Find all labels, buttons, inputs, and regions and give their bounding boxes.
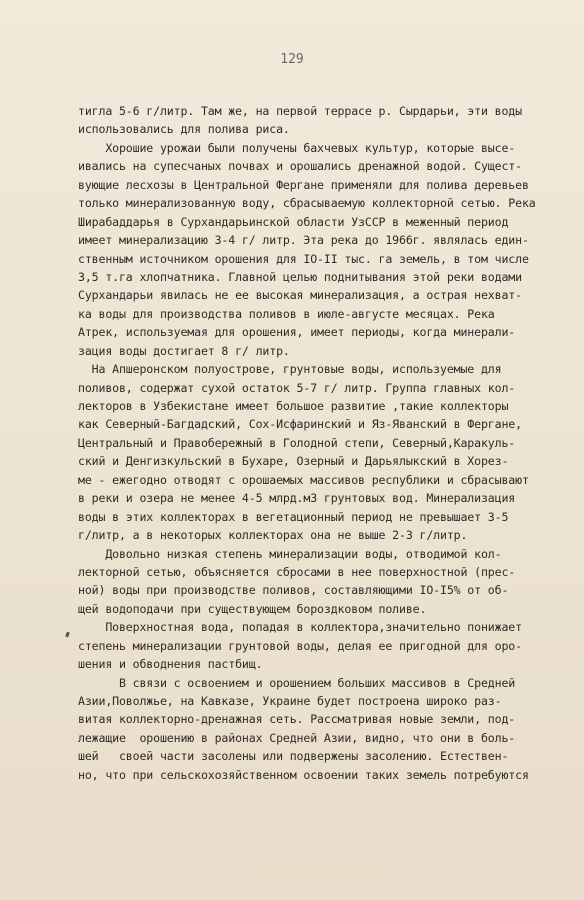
text-line: 3,5 т.га хлопчатника. Главной целью поднитывания этой реки водами [78, 269, 522, 284]
text-line: Центральный и Правобережный в Голодной степи, Северный,Каракуль- [78, 435, 516, 450]
text-line: щей водоподачи при существующем бороздковом поливе. [78, 601, 427, 616]
text-line: Сурхандарьи явилась не ее высокая минерализация, а острая нехват- [78, 288, 522, 303]
text-line: лежащие орошению в районах Средней Азии, видно, что они в боль- [78, 730, 516, 745]
text-line: витая коллекторно-дренажная сеть. Рассматривая новые земли, под- [78, 712, 516, 727]
text-line: Ширабаддарья в Сурхандарьинской области УзССР в меженный период [78, 214, 509, 229]
text-line: как Северный-Багдадский, Сох-Исфаринский и Яз-Яванский в Фергане, [78, 417, 522, 432]
text-line: ме - ежегодно отводят с орошаемых массивов республики и сбрасывают [78, 472, 529, 487]
text-line: воды в этих коллекторах в вегетационный период не превышает 3-5 [78, 509, 509, 524]
text-line: Азии,Поволжье, на Кавказе, Украине будет построена широко раз- [78, 694, 502, 708]
text-line: лекторной сетью, объясняется сбросами в нее поверхностной (прес- [78, 564, 516, 579]
text-line: Поверхностная вода, попадая в коллектора,значительно понижает [78, 620, 522, 635]
text-line: Атрек, используемая для орошения, имеет периоды, когда минерали- [78, 325, 516, 340]
text-line: поливов, содержат сухой остаток 5-7 г/ литр. Группа главных кол- [78, 380, 516, 395]
text-line: Хорошие урожаи были получены бахчевых культур, которые высе- [78, 140, 516, 155]
text-line: лекторов в Узбекистане имеет большое развитие ,такие коллекторы [78, 399, 509, 413]
text-line: в реки и озера не менее 4-5 млрд.м3 грунтовых вод. Минерализация [78, 491, 516, 506]
text-line: г/литр, а в некоторых коллекторах она не выше 2-3 г/литр. [78, 528, 468, 543]
text-line: имеет минерализацию 3-4 г/ литр. Эта река до 1966г. являлась един- [78, 233, 529, 248]
text-line: ной) воды при производстве поливов, составляющими IO-I5% от об- [78, 583, 509, 598]
text-line: тигла 5-6 г/литр. Там же, на первой террасе р. Сырдарьи, эти воды [78, 104, 522, 118]
text-line: степень минерализации грунтовой воды, делая ее пригодной для оро- [78, 638, 522, 653]
text-line: ственным источником орошения для IO-II тыс. га земель, в том числе [78, 251, 529, 266]
margin-mark [65, 632, 70, 638]
text-line: ивались на супесчаных почвах и орошались дренажной водой. Сущест- [78, 159, 522, 174]
text-line: В связи с освоением и орошением больших массивов в Средней [78, 675, 516, 690]
text-line: шения и обводнения пастбищ. [78, 657, 263, 672]
text-line: ка воды для производства поливов в июле-августе месяцах. Река [78, 306, 495, 321]
page-number: 129 [280, 52, 304, 67]
text-line: но, что при сельскохозяйственном освоении таких земель потребуются [78, 767, 529, 782]
text-line: вующие лесхозы в Центральной Фергане применяли для полива деревьев [78, 177, 529, 192]
text-line: шей своей части засолены или подвержены засолению. Естествен- [78, 749, 509, 764]
body-text [78, 102, 564, 784]
text-line: зация воды достигает 8 г/ литр. [78, 343, 290, 358]
text-line: Довольно низкая степень минерализации воды, отводимой кол- [78, 546, 502, 561]
text-line: использовались для полива риса. [78, 122, 290, 137]
text-line: только минерализованную воду, сбрасываемую коллекторной сетью. Река [78, 196, 536, 211]
text-line: На Апшеронском полуострове, грунтовые воды, используемые для [78, 362, 502, 377]
text-line: ский и Денгизкульский в Бухаре, Озерный и Дарьялыкский в Хорез- [78, 454, 509, 469]
